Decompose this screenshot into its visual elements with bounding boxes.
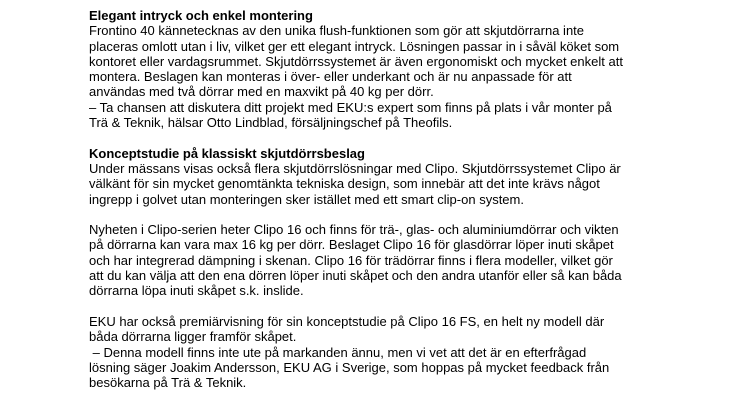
text-line: att du kan välja att den ena dörren löper inuti skåpet och den andra utanför eller så kan båda <box>89 268 622 284</box>
text-line: Frontino 40 kännetecknas av den unika flush-funktionen som gör att skjutdörrarna inte <box>89 23 585 39</box>
paragraph-gap <box>89 299 739 314</box>
paragraph-clipo-intro <box>89 161 739 207</box>
document-page <box>89 8 739 390</box>
text-line: – Ta chansen att diskutera ditt projekt med EKU:s expert som finns på plats i vår monter på <box>89 99 612 115</box>
text-line: Nyheten i Clipo-serien heter Clipo 16 och finns för trä-, glas- och aluminiumdörrar och vikten <box>89 222 619 238</box>
paragraph-clipo16 <box>89 222 739 298</box>
section-heading-konceptstudie: Konceptstudie på klassiskt skjutdörrsbeslag <box>89 145 365 161</box>
text-line: montera. Beslagen kan monteras i över- eller underkant och är nu anpassade för att <box>89 69 572 85</box>
text-line: lösning säger Joakim Andersson, EKU AG i Sverige, som hoppas på mycket feedback från <box>89 359 610 375</box>
text-line: dörrarna löpa inuti skåpet s.k. inslide. <box>89 283 304 299</box>
text-line: välkänt för sin mycket genomtänkta tekniska design, som innebär att det inte krävs något <box>89 176 600 192</box>
text-line: användas med två dörrar med en maxvikt på 40 kg per dörr. <box>89 84 434 100</box>
text-line: EKU har också premiärvisning för sin konceptstudie på Clipo 16 FS, en helt ny modell där <box>89 313 605 329</box>
paragraph-clipo16fs <box>89 314 739 390</box>
text-line: och har integrerad dämpning i skenan. Clipo 16 för trädörrar finns i flera modeller, vilket gör <box>89 252 613 268</box>
text-line: placeras omlott utan i liv, vilket ger ett elegant intryck. Lösningen passar in i såväl köket som <box>89 38 620 54</box>
text-line: båda dörrarna ligger framför skåpet. <box>89 329 297 345</box>
text-line: Trä & Teknik, hälsar Otto Lindblad, försäljningschef på Theofils. <box>89 115 453 131</box>
section-heading-elegant: Elegant intryck och enkel montering <box>89 8 313 23</box>
paragraph-gap <box>89 207 739 222</box>
text-line: besökarna på Trä & Teknik. <box>89 375 247 391</box>
text-line: ingrepp i golvet utan monteringen sker istället med ett smart clip-on system. <box>89 191 524 207</box>
text-line: kontoret eller vardagsrummet. Skjutdörrssystemet är även ergonomiskt och mycket enkelt att <box>89 53 623 69</box>
text-line: – Denna modell finns inte ute på markanden ännu, men vi vet att det är en efterfrågad <box>89 344 587 360</box>
paragraph-gap <box>89 130 739 145</box>
text-line: på dörrarna kan vara max 16 kg per dörr. Beslaget Clipo 16 för glasdörrar löper inuti skåpet <box>89 237 614 253</box>
text-line: Under mässans visas också flera skjutdörrslösningar med Clipo. Skjutdörrssystemet Clipo är <box>89 160 621 176</box>
paragraph-frontino <box>89 23 739 130</box>
